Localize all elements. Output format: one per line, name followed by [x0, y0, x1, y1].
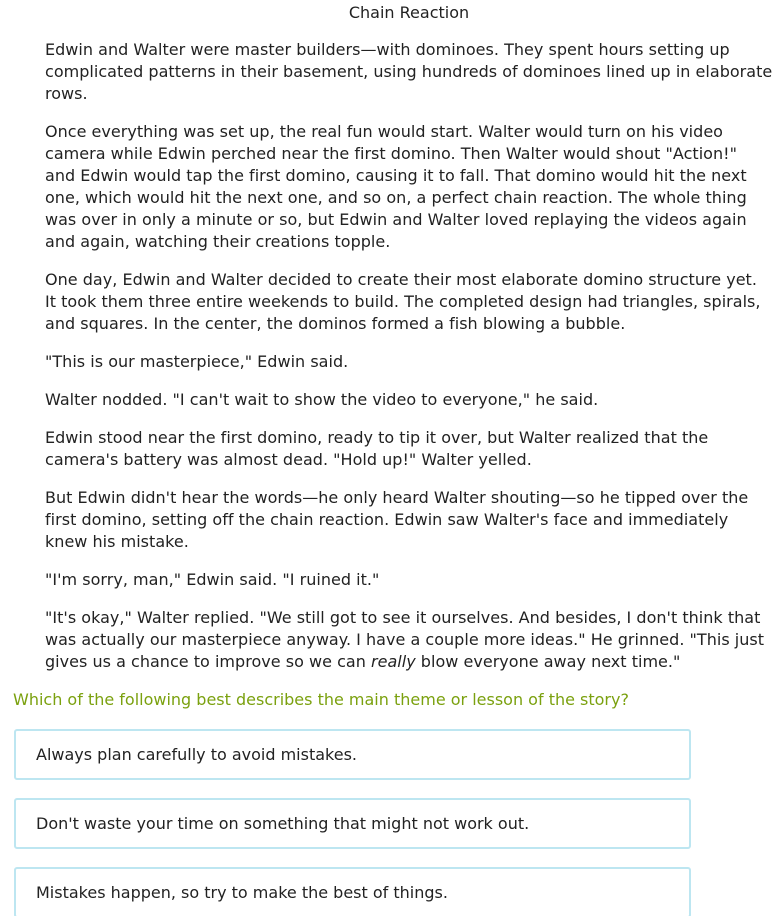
story-passage [45, 39, 778, 673]
paragraph: But Edwin didn't hear the words—he only heard Walter shouting—so he tipped over the first domino, setting off the chain reaction. Edwin saw Walter's face and immediately knew his mistake. [45, 488, 749, 551]
paragraph: Edwin and Walter were master builders—with dominoes. They spent hours setting up complicated patterns in their basement, using hundreds of dominoes lined up in elaborate rows. [45, 40, 773, 103]
paragraph: Edwin stood near the first domino, ready to tip it over, but Walter realized that the camera's battery was almost dead. "Hold up!" Walter yelled. [45, 428, 709, 469]
emphasis-text: really [370, 652, 416, 671]
question-prompt: Which of the following best describes the main theme or lesson of the story? [13, 690, 629, 709]
answer-choice-1[interactable] [14, 729, 691, 780]
answer-choice-2[interactable] [14, 798, 691, 849]
paragraph: "I'm sorry, man," Edwin said. "I ruined it." [45, 570, 380, 589]
paragraph: One day, Edwin and Walter decided to create their most elaborate domino structure yet. It took them three entire weekends to build. The completed design had triangles, spirals, and squares. In the center, the dominos formed a fish blowing a bubble. [45, 270, 761, 333]
paragraph: Walter nodded. "I can't wait to show the video to everyone," he said. [45, 390, 599, 409]
paragraph [45, 607, 778, 673]
paragraph: "This is our masterpiece," Edwin said. [45, 352, 349, 371]
story-title: Chain Reaction [348, 3, 470, 22]
answer-choice-label: Don't waste your time on something that might not work out. [36, 814, 530, 833]
paragraph: Once everything was set up, the real fun would start. Walter would turn on his video camera while Edwin perched near the first domino. Then Walter would shout "Action!" and Edwin would tap the first domino, causing it to fall. That domino would hit the next one, which would hit the next one, and so on, a perfect chain reaction. The whole thing was over in only a minute or so, but Edwin and Walter loved replaying the videos again and again, watching their creations topple. [45, 122, 747, 251]
answer-choice-3[interactable] [14, 867, 691, 916]
answer-choice-label: Always plan carefully to avoid mistakes. [36, 745, 357, 764]
answer-choice-label: Mistakes happen, so try to make the best of things. [36, 883, 448, 902]
paragraph-text: "It's okay," Walter replied. "We still got to see it ourselves. And besides, I don't think that was actually our masterpiece anyway. I have a couple more ideas." He grinned. "This just gives us a chance to improve so we can [45, 608, 765, 671]
paragraph-text: blow everyone away next time." [415, 652, 681, 671]
